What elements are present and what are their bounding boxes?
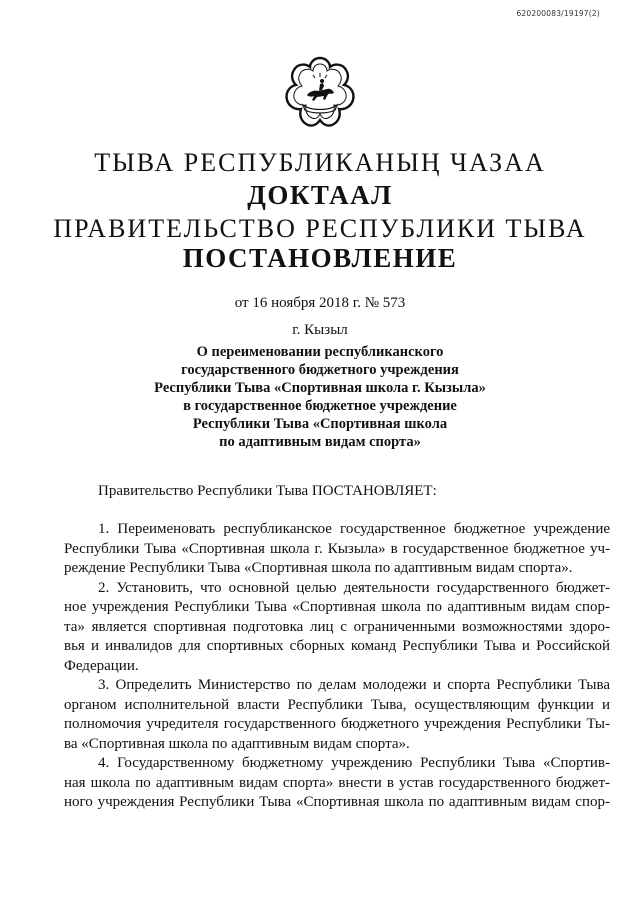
- body-line: Федерации.: [64, 657, 139, 674]
- body-line: 3. Определить Министерство по делам молодежи и спорта Республики Тыва: [98, 677, 610, 693]
- subject-line: государственного бюджетного учреждения: [181, 362, 459, 378]
- body-line: ная школа по адаптивным видам спорта» внести в устав государственного бюджет-: [64, 774, 610, 791]
- document-id: 620200083/19197(2): [516, 9, 600, 18]
- body-line: ва «Спортивная школа по адаптивным видам спорта».: [64, 735, 410, 752]
- body-line: 4. Государственному бюджетному учреждению Республики Тыва «Спортив-: [98, 755, 610, 771]
- resolution-intro: Правительство Республики Тыва ПОСТАНОВЛЯЕТ:: [98, 483, 437, 499]
- document-city: г. Кызыл: [292, 322, 348, 338]
- header-russian-decree: ПОСТАНОВЛЕНИЕ: [182, 243, 458, 273]
- body-line: полномочия учредителя государственного бюджетного учреждения Республики Ты-: [64, 716, 610, 732]
- document-body: [64, 520, 610, 813]
- subject-line: Республики Тыва «Спортивная школа: [192, 416, 448, 432]
- subject-line: О переименовании республиканского: [196, 344, 444, 360]
- body-line: 2. Установить, что основной целью деятельности государственного бюджет-: [98, 579, 610, 596]
- body-line: ное учреждения Республики Тыва «Спортивная школа по адаптивным видам спор-: [64, 599, 610, 615]
- header-tyvan-decree: ДОКТААЛ: [247, 180, 393, 210]
- subject-line: в государственное бюджетное учреждение: [183, 398, 457, 414]
- body-line: вья и инвалидов для спортивных сборных команд Республики Тыва и Российской: [64, 638, 610, 654]
- body-line: реждение Республики Тыва «Спортивная школа по адаптивным видам спорта».: [64, 560, 573, 576]
- body-line: та» является спортивная подготовка лиц с ограниченными возможностями здоро-: [64, 618, 610, 635]
- body-line: Республики Тыва «Спортивная школа г. Кызыла» в государственное бюджетное уч-: [64, 540, 610, 557]
- header-tyvan-government: ТЫВА РЕСПУБЛИКАНЫҢ ЧАЗАА: [94, 148, 546, 177]
- coat-of-arms-icon: [283, 55, 357, 129]
- document-date: от 16 ноября 2018 г. № 573: [234, 295, 406, 311]
- subject-line: по адаптивным видам спорта»: [219, 434, 421, 450]
- header-russian-government: ПРАВИТЕЛЬСТВО РЕСПУБЛИКИ ТЫВА: [53, 214, 587, 243]
- body-line: 1. Переименовать республиканское государственное бюджетное учреждение: [98, 521, 610, 537]
- subject-line: Республики Тыва «Спортивная школа г. Кызыла»: [154, 380, 486, 396]
- body-line: ного учреждения Республики Тыва «Спортивная школа по адаптивным видам спор-: [64, 794, 610, 810]
- document-subject: [0, 343, 640, 451]
- body-line: органом исполнительной власти Республики Тыва, осуществляющим функции и: [64, 696, 610, 713]
